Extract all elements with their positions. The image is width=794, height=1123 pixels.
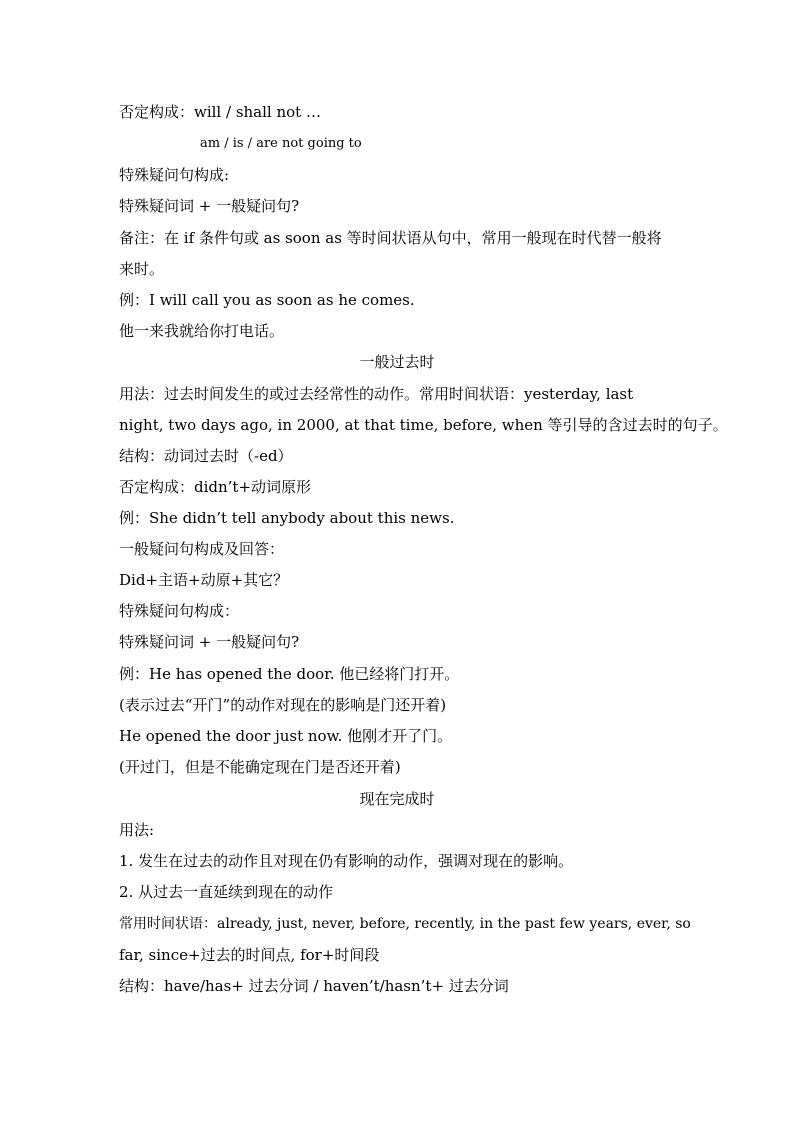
text-line: (开过门，但是不能确定现在门是否还开着) [119, 758, 401, 776]
text-line: 否定构成：didn’t+动词原形 [119, 478, 312, 496]
text-line: 一般疑问句构成及回答： [119, 540, 285, 558]
text-line: 1. 发生在过去的动作且对现在仍有影响的动作，强调对现在的影响。 [119, 852, 574, 870]
text-line: 特殊疑问句构成： [119, 602, 240, 620]
text-line: 例：I will call you as soon as he comes. [119, 291, 415, 309]
text-line: 例：He has opened the door. 他已经将门打开。 [119, 665, 460, 683]
text-line: 来时。 [119, 260, 165, 278]
text-line: 结构：动词过去时（-ed） [119, 447, 293, 465]
text-line: (表示过去“开门”的动作对现在的影响是门还开着) [119, 696, 447, 714]
text-line: night, two days ago, in 2000, at that time, before, when 等引导的含过去时的句子。 [119, 416, 728, 434]
text-line: 2. 从过去一直延续到现在的动作 [119, 883, 334, 901]
text-line: 用法: [119, 821, 155, 839]
text-line: 特殊疑问句构成: [119, 166, 230, 184]
text-line: 常用时间状语：already, just, never, before, recently, in the past few years, ever, so [119, 916, 691, 932]
text-line: 他一来我就给你打电话。 [119, 322, 285, 340]
text-line: 特殊疑问词 + 一般疑问句? [119, 197, 300, 215]
text-line: far, since+过去的时间点, for+时间段 [119, 946, 380, 964]
text-line: 用法：过去时间发生的或过去经常性的动作。常用时间状语：yesterday, last [119, 385, 634, 403]
text-line: 否定构成：will / shall not … [119, 103, 321, 121]
text-line: am / is / are not going to [200, 136, 362, 151]
section-heading: 一般过去时 [359, 353, 435, 371]
text-line: 结构：have/has+ 过去分词 / haven’t/hasn’t+ 过去分词 [119, 977, 509, 995]
text-line: Did+主语+动原+其它？ [119, 571, 289, 589]
text-line: 特殊疑问词 + 一般疑问句? [119, 633, 300, 651]
text-line: He opened the door just now. 他刚才开了门。 [119, 727, 453, 745]
text-line: 例：She didn’t tell anybody about this news. [119, 509, 455, 527]
section-heading: 现在完成时 [359, 790, 435, 808]
text-line: 备注：在 if 条件句或 as soon as 等时间状语从句中，常用一般现在时代替一般将 [119, 229, 662, 247]
